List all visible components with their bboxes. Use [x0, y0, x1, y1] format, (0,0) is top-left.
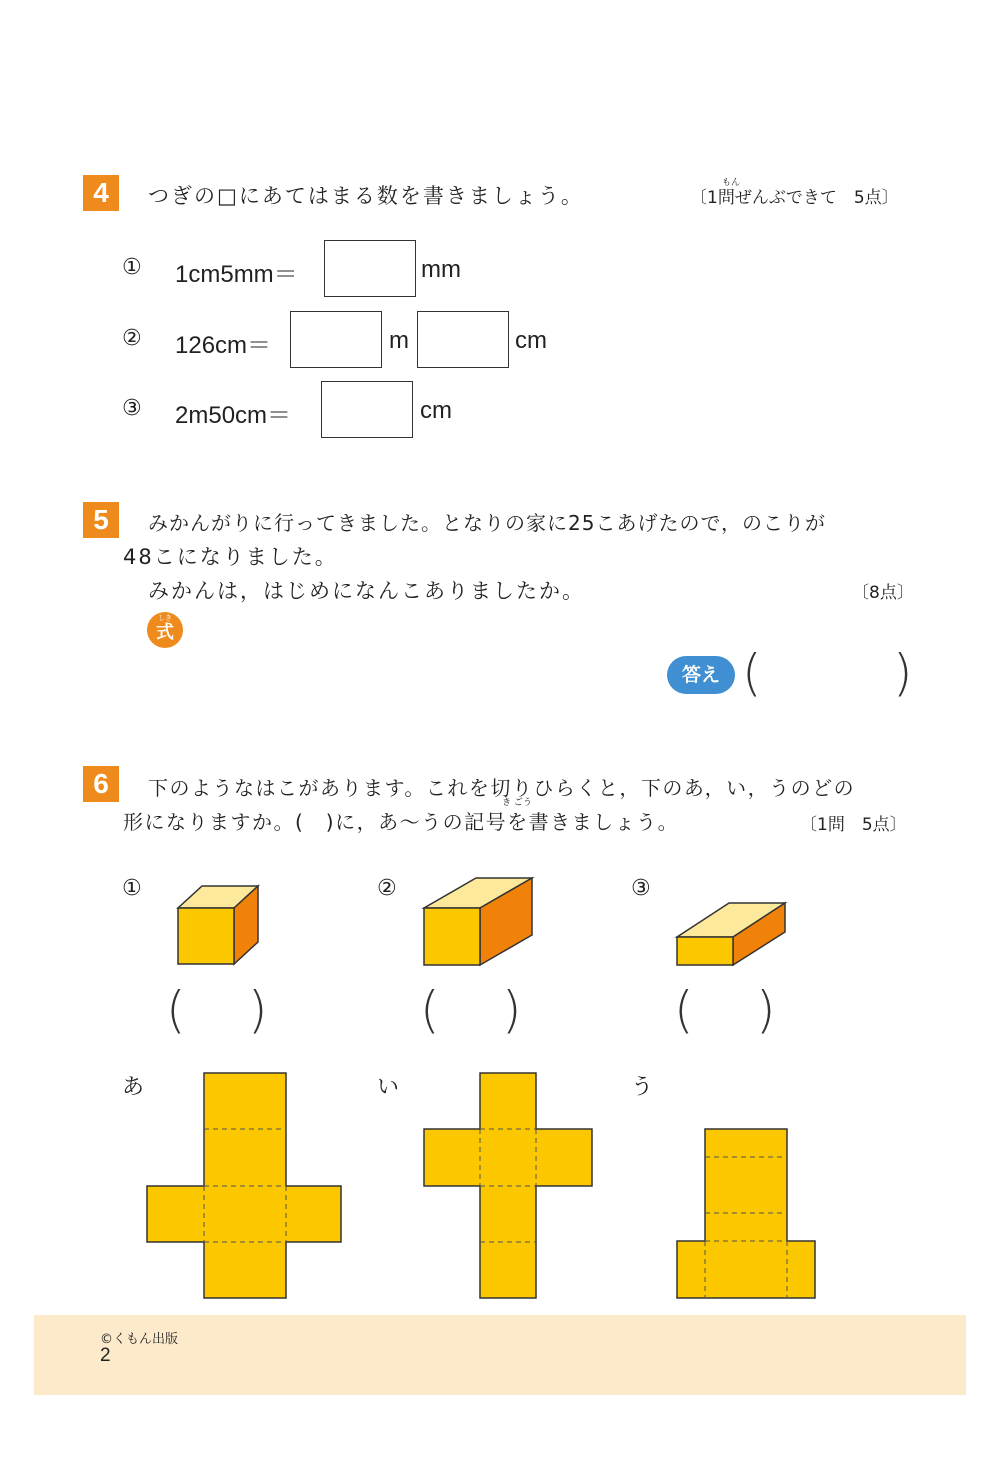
q4-item1-unit: mm	[421, 256, 461, 283]
q4-item2-answer-box-cm[interactable]	[417, 311, 509, 368]
q6-ruby: き ごう	[502, 798, 532, 808]
box1-cube-illustration	[170, 880, 270, 972]
q4-item1-expr: 1cm5mm＝	[175, 261, 298, 288]
q4-item1-answer-box[interactable]	[324, 240, 416, 297]
answer-paren-right: )	[893, 644, 913, 702]
question-number-5: 5	[83, 502, 119, 538]
net-i-illustration	[421, 1072, 597, 1302]
box1-mark: ①	[122, 876, 142, 901]
q4-instruction: つぎの□にあてはまる数を書きましょう。	[148, 184, 584, 208]
q5-line1: みかんがりに行ってきました。となりの家に25こあげたので，のこりが	[148, 511, 827, 535]
q5-points: 〔8点〕	[852, 583, 914, 603]
q4-points-ruby: もん	[722, 178, 741, 188]
q4-item2-expr: 126cm＝	[175, 332, 272, 359]
shiki-badge	[147, 612, 183, 648]
q4-item3-unit: cm	[420, 397, 452, 424]
q6-line1: 下のようなはこがあります。これを切りひらくと，下のあ，い，うのどの	[148, 776, 856, 800]
net-u-mark: う	[631, 1075, 654, 1100]
box1-paren-right: )	[248, 981, 268, 1039]
question-number-4: 4	[83, 175, 119, 211]
question-number-6: 6	[83, 766, 119, 802]
shiki-ruby: しき	[158, 614, 172, 622]
footer-band	[34, 1315, 966, 1395]
net-a-mark: あ	[122, 1075, 145, 1100]
box1-paren-left: (	[166, 981, 186, 1039]
net-a-illustration	[145, 1072, 345, 1302]
q4-item1-mark: ①	[122, 255, 142, 280]
q4-item3-expr: 2m50cm＝	[175, 402, 292, 429]
q5-line3: みかんは，はじめになんこありましたか。	[148, 579, 585, 603]
net-u-illustration	[674, 1127, 820, 1302]
q4-item2-answer-box-m[interactable]	[290, 311, 382, 368]
box2-answer-field[interactable]	[444, 990, 499, 1034]
q4-item3-mark: ③	[122, 396, 142, 421]
shiki-label: 式	[156, 622, 174, 643]
box2-mark: ②	[377, 876, 397, 901]
answer-paren-left: (	[742, 644, 762, 702]
box2-paren-right: )	[502, 981, 522, 1039]
q5-line2: 48こになりました。	[123, 545, 338, 569]
q6-points: 〔1問 5点〕	[800, 815, 907, 835]
q4-item2-unit1: m	[389, 327, 409, 354]
copyright: ©くもん出版	[100, 1332, 179, 1347]
box2-prism-illustration	[418, 873, 538, 971]
box3-flat-prism-illustration	[672, 898, 792, 972]
box3-answer-field[interactable]	[698, 990, 753, 1034]
box1-answer-field[interactable]	[190, 990, 245, 1034]
page-number: 2	[100, 1345, 111, 1366]
box3-paren-right: )	[756, 981, 776, 1039]
q4-item2-unit2: cm	[515, 327, 547, 354]
q4-item2-mark: ②	[122, 326, 142, 351]
q6-line2: 形になりますか。( )に，あ〜うの記号を書きましょう。	[123, 810, 680, 834]
q4-item3-answer-box[interactable]	[321, 381, 413, 438]
answer-label-badge: 答え	[667, 656, 735, 694]
box3-paren-left: (	[674, 981, 694, 1039]
box2-paren-left: (	[420, 981, 440, 1039]
net-i-mark: い	[377, 1075, 400, 1100]
box3-mark: ③	[631, 876, 651, 901]
q4-points: 〔1問ぜんぶできて 5点〕	[690, 188, 899, 208]
answer-field[interactable]	[765, 652, 890, 698]
